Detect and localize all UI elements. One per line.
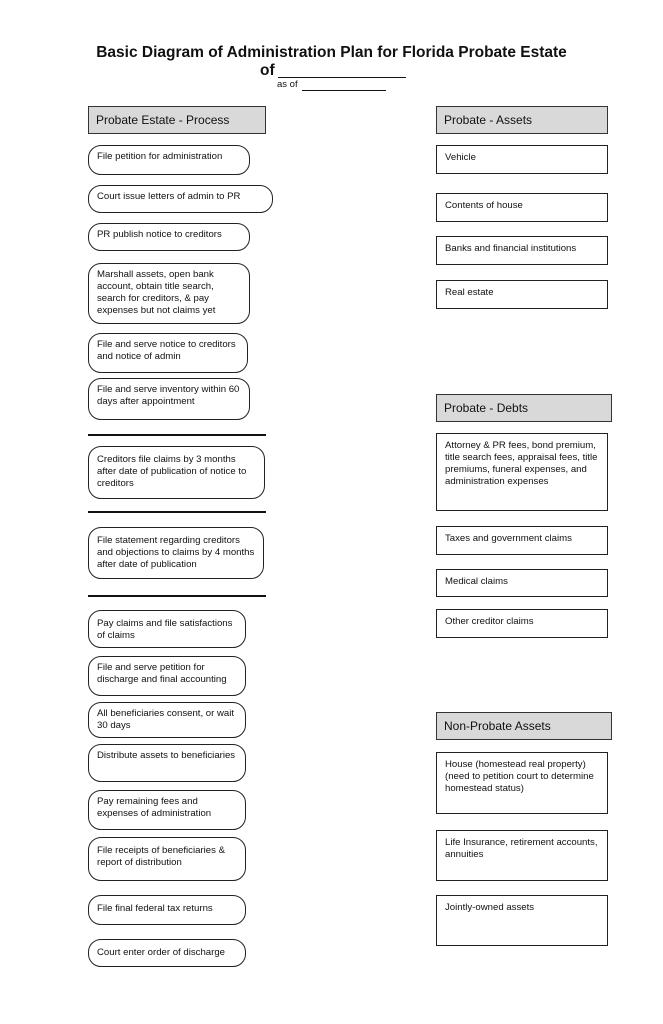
process-step: Marshall assets, open bank account, obtain title search, search for creditors, & pay expenses but not claims yet	[88, 263, 250, 324]
asset-item: Vehicle	[436, 145, 608, 174]
process-step: File statement regarding creditors and objections to claims by 4 months after date of publication	[88, 527, 264, 579]
as-of-date-blank-line	[302, 90, 386, 91]
phase-divider	[88, 595, 266, 597]
asset-item: Contents of house	[436, 193, 608, 222]
process-step: File and serve notice to creditors and notice of admin	[88, 333, 248, 373]
debt-item: Medical claims	[436, 569, 608, 597]
non-probate-item: Life Insurance, retirement accounts, annuities	[436, 830, 608, 881]
assets-header: Probate - Assets	[436, 106, 608, 134]
non-probate-item: Jointly-owned assets	[436, 895, 608, 946]
process-step: Court enter order of discharge	[88, 939, 246, 967]
process-step: File receipts of beneficiaries & report of distribution	[88, 837, 246, 881]
process-step: File and serve inventory within 60 days after appointment	[88, 378, 250, 420]
process-step: Pay claims and file satisfactions of claims	[88, 610, 246, 648]
estate-name-blank-line	[278, 77, 406, 78]
phase-divider	[88, 434, 266, 436]
page-title: Basic Diagram of Administration Plan for Florida Probate Estate	[96, 44, 567, 61]
process-step: PR publish notice to creditors	[88, 223, 250, 251]
asset-item: Real estate	[436, 280, 608, 309]
process-step: Court issue letters of admin to PR	[88, 185, 273, 213]
process-header: Probate Estate - Process	[88, 106, 266, 134]
process-step: All beneficiaries consent, or wait 30 days	[88, 702, 246, 738]
debt-item: Taxes and government claims	[436, 526, 608, 555]
non-probate-item: House (homestead real property) (need to petition court to determine homestead status)	[436, 752, 608, 814]
phase-divider	[88, 511, 266, 513]
asset-item: Banks and financial institutions	[436, 236, 608, 265]
process-step: Pay remaining fees and expenses of administration	[88, 790, 246, 830]
process-step: Distribute assets to beneficiaries	[88, 744, 246, 782]
process-step: Creditors file claims by 3 months after date of publication of notice to creditors	[88, 446, 265, 499]
debt-item: Attorney & PR fees, bond premium, title search fees, appraisal fees, title premiums, funeral expenses, and administration expenses	[436, 433, 608, 511]
process-step: File final federal tax returns	[88, 895, 246, 925]
of-label: of	[260, 62, 275, 79]
process-step: File petition for administration	[88, 145, 250, 175]
as-of-label: as of	[277, 79, 298, 90]
debt-item: Other creditor claims	[436, 609, 608, 638]
process-step: File and serve petition for discharge and final accounting	[88, 656, 246, 696]
debts-header: Probate - Debts	[436, 394, 612, 422]
non-probate-header: Non-Probate Assets	[436, 712, 612, 740]
